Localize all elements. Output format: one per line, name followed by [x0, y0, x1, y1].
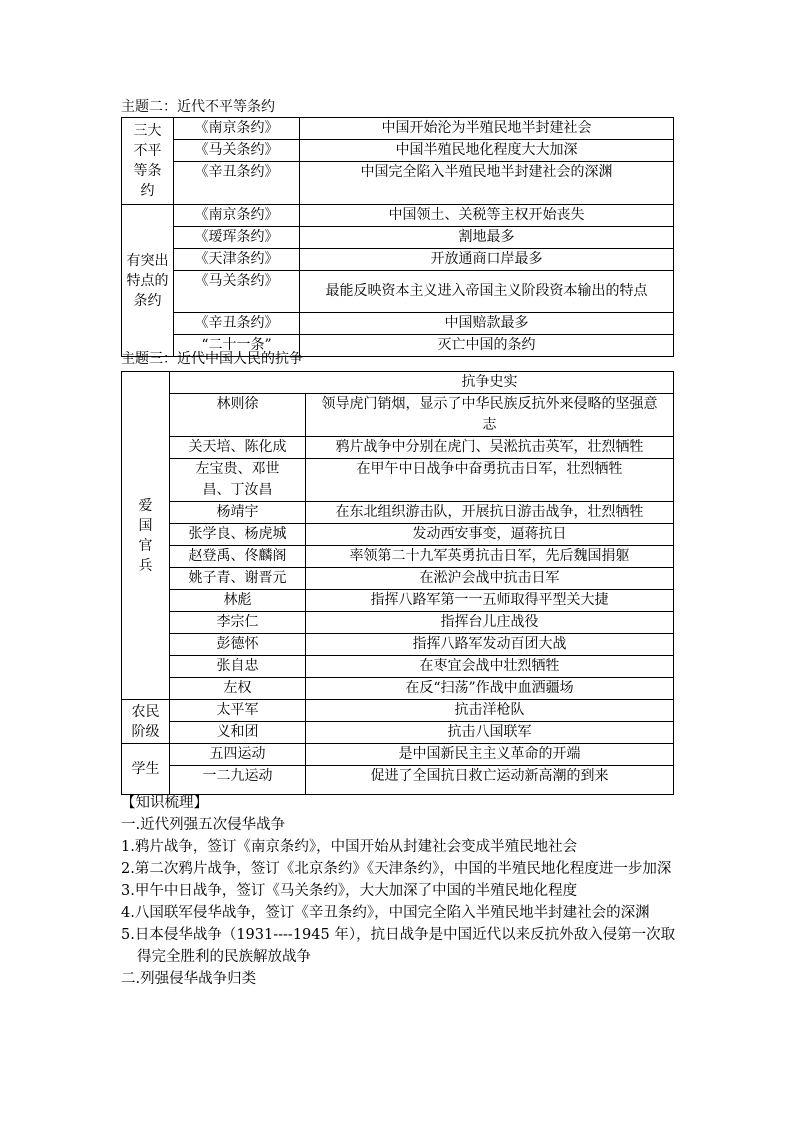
- person-name: 五四运动: [170, 744, 306, 766]
- knowledge-item: 3.甲午中日战争，签订《马关条约》，大大加深了中国的半殖民地化程度: [121, 883, 578, 899]
- struggle-fact: 抗击洋枪队: [306, 700, 674, 722]
- struggle-fact-text: 领导虎门销烟，显示了中华民族反抗外来侵略的坚强意志: [321, 396, 658, 433]
- knowledge-item: 2.第二次鸦片战争，签订《北京条约》《天津条约》，中国的半殖民地化程度进一步加深: [121, 861, 672, 877]
- person-name: 张学良、杨虎城: [170, 524, 306, 546]
- person-name: [170, 459, 306, 502]
- struggle-fact: 在枣宜会战中壮烈牺牲: [306, 656, 674, 678]
- treaty-table: [121, 117, 674, 357]
- struggle-fact: 发动西安事变，逼蒋抗日: [306, 524, 674, 546]
- struggle-fact: 指挥台儿庄战役: [306, 612, 674, 634]
- struggle-fact: 指挥八路军发动百团大战: [306, 634, 674, 656]
- struggle-fact: 是中国新民主主义革命的开端: [306, 744, 674, 766]
- knowledge-subheading: 二.列强侵华战争归类: [121, 971, 257, 987]
- treaty-desc: 中国完全陷入半殖民地半封建社会的深渊: [300, 162, 674, 205]
- table-row: [122, 394, 674, 437]
- treaty-name: 《辛丑条约》: [174, 162, 300, 205]
- struggle-fact: 促进了全国抗日救亡运动新高潮的到来: [306, 766, 674, 795]
- treaty-desc: 中国赔款最多: [300, 313, 674, 335]
- person-name: 李宗仁: [170, 612, 306, 634]
- person-name: 杨靖宇: [170, 502, 306, 524]
- group-label: 农民阶级: [131, 703, 160, 740]
- table-row: [122, 271, 674, 313]
- knowledge-item: 4.八国联军侵华战争，签订《辛丑条约》，中国完全陷入半殖民地半封建社会的深渊: [121, 905, 650, 921]
- theme2-title: 主题二：近代不平等条约: [121, 99, 275, 115]
- person-name-text: 左宝贵、邓世昌、丁汝昌: [195, 461, 280, 498]
- knowledge-item: 1.鸦片战争，签订《南京条约》，中国开始从封建社会变成半殖民地社会: [121, 839, 578, 855]
- person-name: 姚子青、谢晋元: [170, 568, 306, 590]
- table-header: [170, 372, 674, 394]
- struggle-fact: 鸦片战争中分别在虎门、吴淞抗击英军，壮烈牺牲: [306, 437, 674, 459]
- table-row: [122, 437, 674, 459]
- table-row: [122, 524, 674, 546]
- treaty-name: “二十一条”: [174, 335, 300, 357]
- table-row: [122, 140, 674, 162]
- knowledge-subheading: 一.近代列强五次侵华战争: [121, 817, 286, 833]
- table-row: [122, 612, 674, 634]
- treaty-name: 《马关条约》: [174, 140, 300, 162]
- table-row: [122, 766, 674, 795]
- person-name: 左权: [170, 678, 306, 700]
- group-label: 学生: [131, 760, 160, 777]
- table-row: [122, 227, 674, 249]
- table-row: [122, 372, 674, 394]
- treaty-desc: 灭亡中国的条约: [300, 335, 674, 357]
- group-label: 有突出特点的条约: [126, 252, 169, 309]
- treaty-desc: 割地最多: [300, 227, 674, 249]
- table-row: [122, 118, 674, 140]
- table-row: [122, 634, 674, 656]
- struggle-fact: 在东北组织游击队，开展抗日游击战争，壮烈牺牲: [306, 502, 674, 524]
- treaty-name: 《马关条约》: [174, 271, 300, 313]
- treaty-name: 《瑷珲条约》: [174, 227, 300, 249]
- table-row: [122, 722, 674, 744]
- struggle-fact: 率领第二十九军英勇抗击日军，先后魏国捐躯: [306, 546, 674, 568]
- table-row: [122, 502, 674, 524]
- treaty-name: 《南京条约》: [174, 205, 300, 227]
- table-row: [122, 249, 674, 271]
- table-row: [122, 700, 674, 722]
- knowledge-section: [121, 792, 681, 990]
- struggle-table: [121, 371, 674, 795]
- table-row: [122, 205, 674, 227]
- person-name: 义和团: [170, 722, 306, 744]
- table-row: [122, 568, 674, 590]
- treaty-desc: 中国半殖民地化程度大大加深: [300, 140, 674, 162]
- table-row: [122, 459, 674, 502]
- treaty-desc: 开放通商口岸最多: [300, 249, 674, 271]
- treaty-desc: [300, 271, 674, 313]
- header-text: 抗争史实: [461, 374, 518, 390]
- group-label-cell: [122, 700, 170, 744]
- table-row: [122, 656, 674, 678]
- struggle-fact: 指挥八路军第一一五师取得平型关大捷: [306, 590, 674, 612]
- treaty-name: 《南京条约》: [174, 118, 300, 140]
- struggle-fact: [306, 394, 674, 437]
- person-name: 太平军: [170, 700, 306, 722]
- struggle-fact: 在甲午中日战争中奋勇抗击日军，壮烈牺牲: [306, 459, 674, 502]
- group-label-cell: [122, 372, 170, 700]
- table-row: [122, 313, 674, 335]
- treaty-desc-text: 最能反映资本主义进入帝国主义阶段资本输出的特点: [325, 283, 648, 299]
- group-label-cell: [122, 205, 174, 357]
- table-row: [122, 546, 674, 568]
- person-name: 关天培、陈化成: [170, 437, 306, 459]
- person-name: 林彪: [170, 590, 306, 612]
- person-name: 赵登禹、佟麟阁: [170, 546, 306, 568]
- knowledge-item: 5.日本侵华战争（1931----1945 年），抗日战争是中国近代以来反抗外敌入侵第一次取得完全胜利的民族解放战争: [121, 927, 676, 965]
- person-name: 林则徐: [170, 394, 306, 437]
- group-label: 爱国官兵: [138, 497, 153, 574]
- group-label: 三大不平等条约: [133, 123, 162, 199]
- treaty-name: 《天津条约》: [174, 249, 300, 271]
- person-name: 张自忠: [170, 656, 306, 678]
- person-name: 一二九运动: [170, 766, 306, 795]
- struggle-fact: 在反“扫荡”作战中血洒疆场: [306, 678, 674, 700]
- group-label-cell: [122, 744, 170, 795]
- struggle-fact: 抗击八国联军: [306, 722, 674, 744]
- table-row: [122, 590, 674, 612]
- table-row: [122, 678, 674, 700]
- treaty-desc: 中国开始沦为半殖民地半封建社会: [300, 118, 674, 140]
- treaty-name: 《辛丑条约》: [174, 313, 300, 335]
- table-row: [122, 162, 674, 205]
- table-row: [122, 744, 674, 766]
- group-label-cell: [122, 118, 174, 205]
- person-name: 彭德怀: [170, 634, 306, 656]
- theme3-title: 主题三：近代中国人民的抗争: [121, 351, 303, 367]
- knowledge-title: 【知识梳理】: [121, 795, 208, 811]
- treaty-desc: 中国领土、关税等主权开始丧失: [300, 205, 674, 227]
- struggle-fact: 在淞沪会战中抗击日军: [306, 568, 674, 590]
